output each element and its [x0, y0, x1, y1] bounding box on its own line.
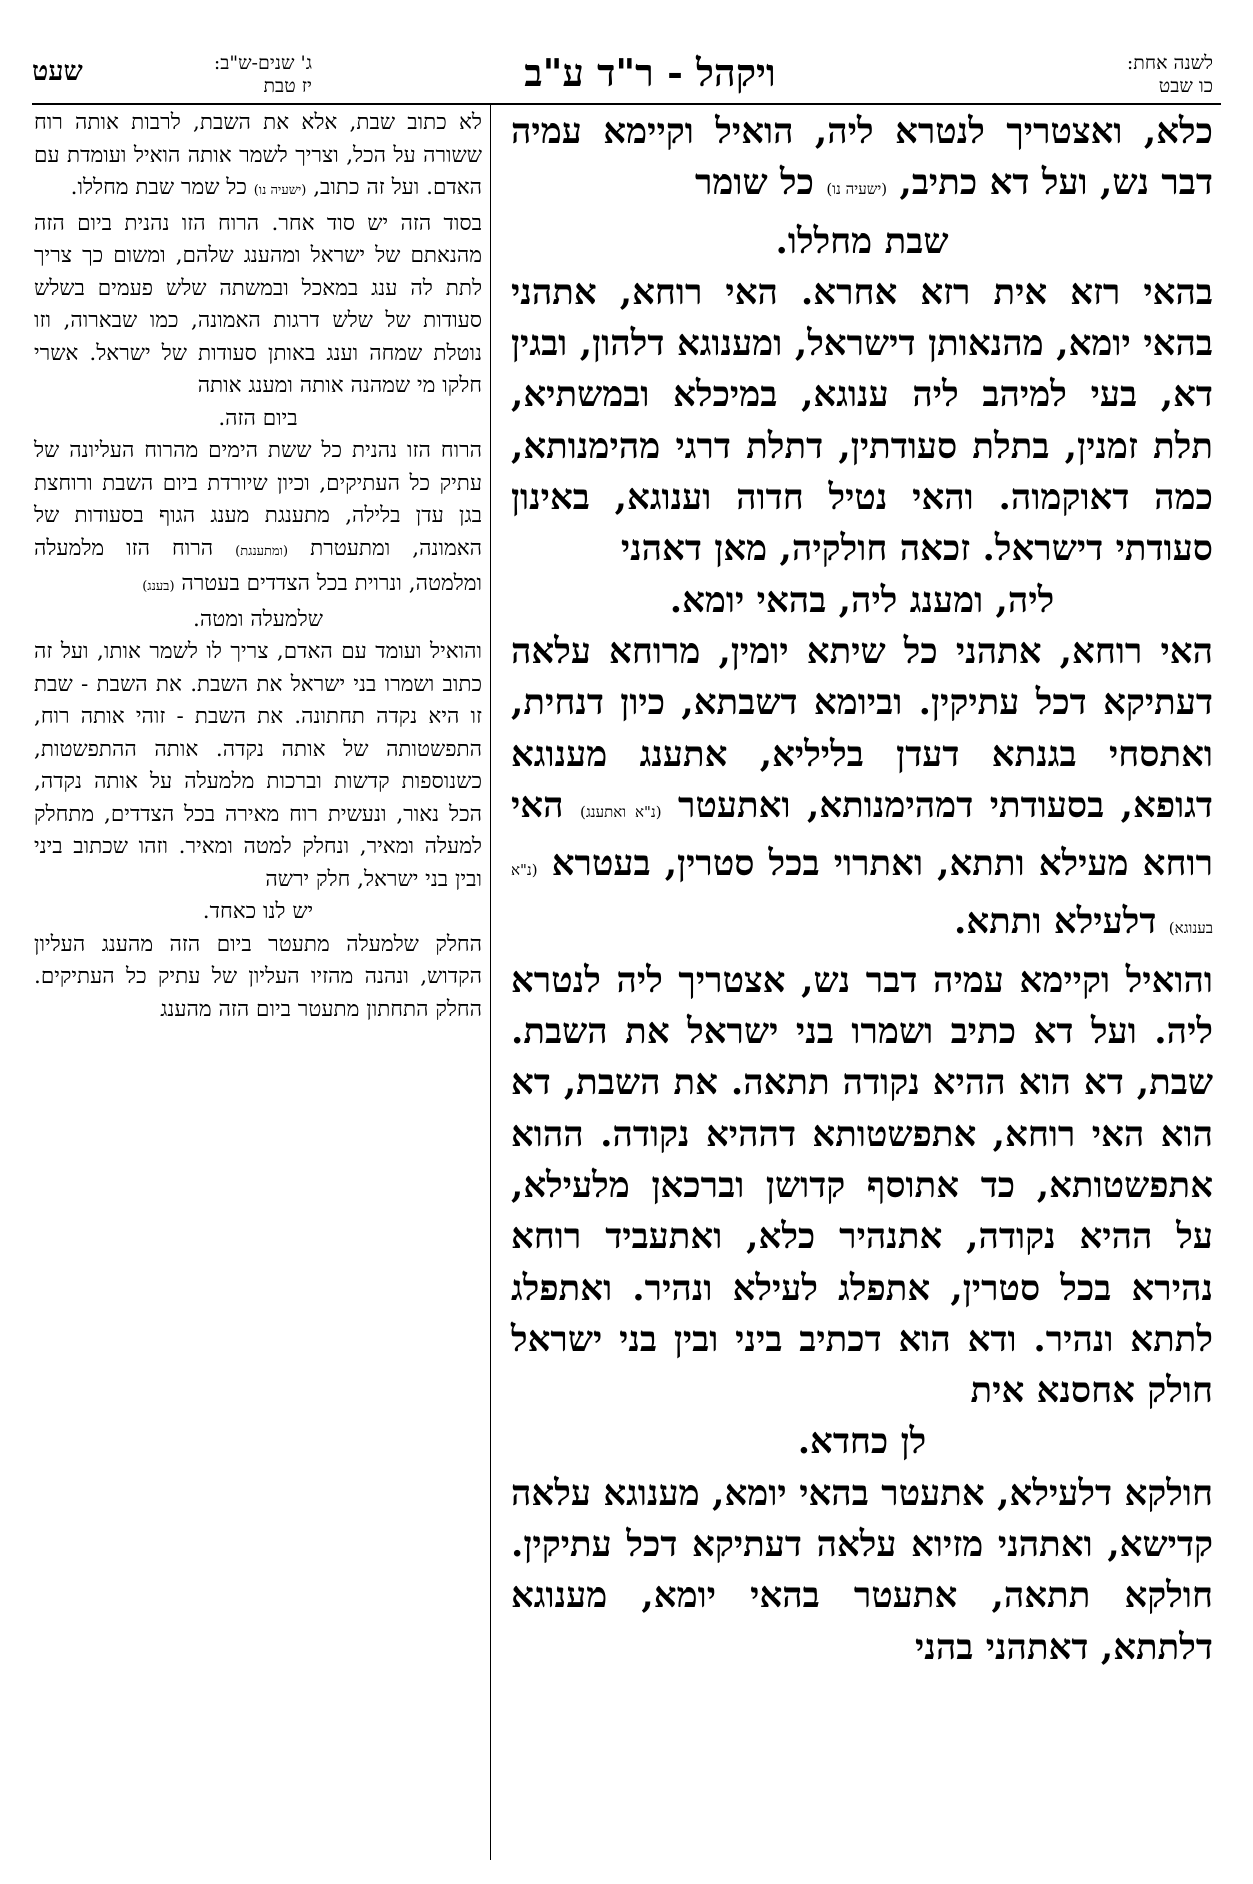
header-study-schedule-three-years	[32, 52, 312, 98]
header-divider	[32, 103, 1221, 105]
header-one-year-date: כו שבט	[1158, 75, 1213, 97]
main-text: כלא, ואצטריך לנטרא ליה, הואיל וקיימא עמיה דבר נש, ועל דא כתיב,	[511, 111, 1213, 204]
side-text: כל שמר שבת מחללו.	[70, 175, 247, 200]
main-column-aramaic-text	[511, 106, 1213, 1673]
side-paragraph-end: יש לנו כאחד.	[202, 899, 314, 924]
main-paragraph: חולקא דלעילא, אתעטר בהאי יומא, מענוגא עלאה קדישא, ואתהני מזיוא עלאה דעתיקא דכל עתיקין. חולקא תתאה, אתעטר בהאי יומא, מענוגא דלתתא, דאתהני בהני	[511, 1472, 1213, 1668]
variant-reading-note: (בענג)	[142, 579, 175, 594]
variant-reading-note: (ומתענגת)	[235, 543, 289, 559]
header-three-years-block	[122, 52, 312, 98]
header-page-code: שעט	[32, 56, 83, 87]
main-paragraph: בהאי רזא אית רזא אחרא. האי רוחא, אתהני בהאי יומא, מהנאותן דישראל, ומענוגא דלהון, ובגין דא, בעי למיהב ליה ענוגא, במיכלא ובמשתיא, תלת זמנין, בתלת סעודתין, דתלת דרגי מהימנותא, כמה דאוקמוה. והאי נטיל חדוה וענוגא, באינון סעודתי דישראל. זכאה חולקיה, מאן דאהני	[511, 271, 1213, 570]
main-paragraph-end: שבת מחללו.	[775, 220, 949, 262]
verse-reference: (ישעיה נו)	[826, 180, 888, 199]
side-text: הרוח הזו מלמעלה ומלמטה, ונרוית בכל הצדדים בעטרה	[34, 535, 482, 596]
header-one-year-label: לשנה אחת:	[1126, 52, 1213, 74]
column-divider	[490, 105, 491, 1860]
header-three-years-date: יז טבת	[263, 75, 312, 97]
main-paragraph-end: לן כחדא.	[797, 1421, 927, 1463]
side-paragraph: החלק שלמעלה מתעטר ביום הזה מהענג העליון הקדוש, ונהנה מהזיו העליון של עתיק כל העתיקים. החלק התחתון מתעטר ביום הזה מהענג	[34, 931, 482, 1022]
verse-reference: (ישעיה נו)	[253, 183, 307, 198]
side-text: הרוח הזו נהנית כל ששת הימים מהרוח העליונה של עתיק כל העתיקים, וכיון שיורדת ביום השבת ורוחצת בגן עדן בלילה, מתענגת מענג הגוף בסעודות של האמונה, ומתעטרת	[34, 438, 482, 561]
side-paragraph	[34, 107, 482, 208]
side-paragraph-end: ביום הזה.	[218, 405, 298, 431]
side-paragraph	[34, 435, 482, 604]
main-text: דלעילא ותתא.	[954, 901, 1157, 943]
header-three-years-label: ג' שנים-ש"ב:	[213, 52, 312, 74]
header-study-schedule-one-year	[1023, 52, 1213, 98]
main-text: האי רוחא, אתהני כל שיתא יומין, מרוחא עלאה דעתיקא דכל עתיקין. וביומא דשבתא, כיון דנחית, ואתסחי בגנתא דעדן בליליא, אתענג מענוגא דגופא, בסעודתי דמהימנותא, ואתעטר	[511, 630, 1214, 826]
main-text: כל שומר	[694, 162, 814, 204]
main-paragraph	[511, 106, 1213, 216]
main-text: האי רוחא מעילא ותתא, ואתרוי בכל סטרין, בעטרא	[511, 784, 1214, 885]
side-text: לא כתוב שבת, אלא את השבת, לרבות אותה רוח ששורה על הכל, וצריך לשמר אותה הואיל ועומדת עם האדם. ועל זה כתוב,	[34, 110, 482, 200]
main-paragraph	[511, 626, 1213, 955]
variant-reading-note: (נ"א בענוגא)	[511, 861, 1213, 938]
side-paragraph: והואיל ועומד עם האדם, צריך לו לשמר אותו, ועל זה כתוב ושמרו בני ישראל את השבת. את השבת - שבת זו היא נקדה תחתונה. את השבת - זוהי אותה רוח, התפשטותה של אותה נקדה. אותה ההתפשטות, כשנוספות קדשות וברכות מלמעלה על אותה נקדה, הכל נאור, ונעשית רוח מאירה בכל הצדדים, מתחלק למעלה ומאיר, ונחלק למטה ומאיר. וזהו שכתוב ביני ובין בני ישראל, חלק ירשה	[34, 639, 482, 892]
variant-reading-note: (נ"א ואתענג)	[579, 802, 662, 821]
main-paragraph-end: ליה, ומענג ליה, בהאי יומא.	[669, 579, 1055, 621]
main-paragraph: והואיל וקיימא עמיה דבר נש, אצטריך ליה לנטרא ליה. ועל דא כתיב ושמרו בני ישראל את השבת. שבת, דא הוא ההיא נקודה תתאה. את השבת, דא הוא האי רוחא, אתפשטותא דההיא נקודה. ההוא אתפשטותא, כד אתוסף קדושן וברכאן מלעילא, על ההיא נקודה, אתנהיר כלא, ואתעביד רוחא נהירא בכל סטרין, אתפלג לעילא ונהיר. ואתפלג לתתא ונהיר. ודא הוא דכתיב ביני ובין בני ישראל חולק אחסנא אית	[511, 959, 1213, 1412]
side-paragraph-end: שלמעלה ומטה.	[193, 606, 323, 632]
side-paragraph: בסוד הזה יש סוד אחר. הרוח הזו נהנית ביום הזה מהנאתם של ישראל ומהענג שלהם, ומשום כך צריך לתת לה ענג במאכל ובמשתה שלש פעמים בשלש סעודות של שלש דרגות האמונה, כמו שבארוה, וזו נוטלת שמחה וענג באותן סעודות של ישראל. אשרי חלקו מי שמהנה אותה ומענג אותה	[34, 210, 482, 398]
page-title: ויקהל - ר"ד ע"ב	[524, 50, 776, 95]
side-column-hebrew-translation	[34, 107, 482, 1026]
